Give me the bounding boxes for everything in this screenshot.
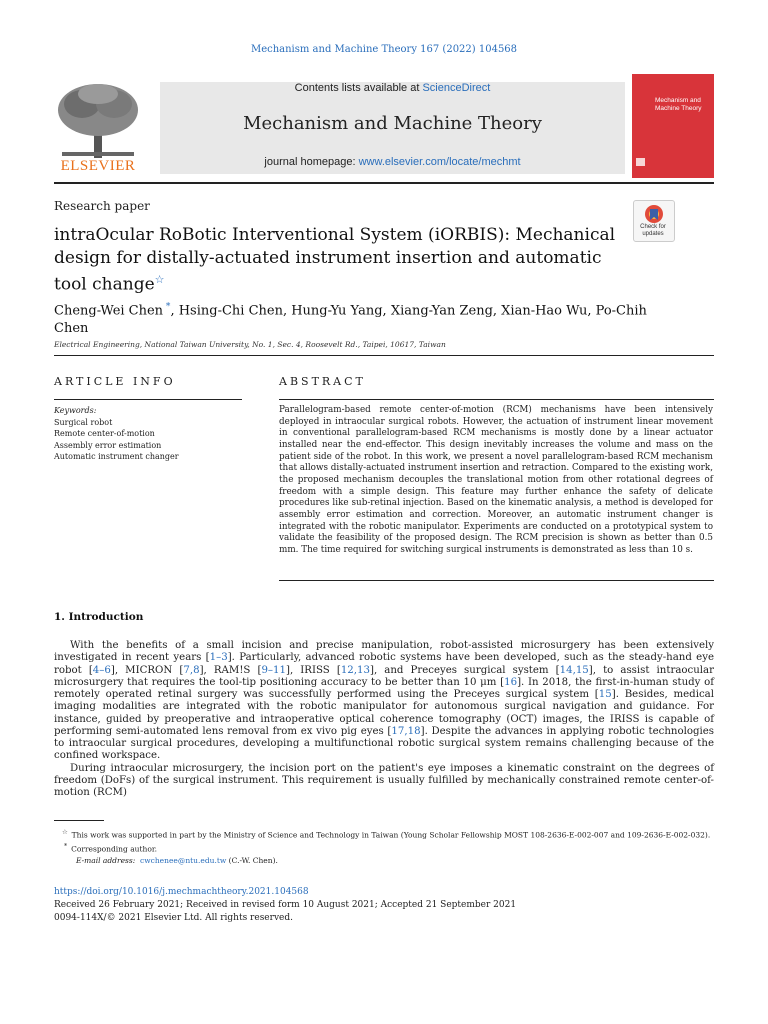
footnotes <box>54 827 714 867</box>
footnote-corresponding-text: Corresponding author. <box>71 844 158 854</box>
footnote-funding <box>54 827 714 841</box>
citation-link[interactable]: 17,18 <box>391 725 421 737</box>
email-suffix: (C.-W. Chen). <box>226 856 278 865</box>
homepage-line <box>160 156 625 168</box>
doi-link[interactable]: https://doi.org/10.1016/j.mechmachtheory.2021.104568 <box>54 887 309 897</box>
title-text: intraOcular RoBotic Interventional System (iORBIS): Mechanical design for distally-actuated instrument insertion and automatic tool change <box>54 225 616 295</box>
footnote-rule <box>54 820 104 821</box>
abstract-rule <box>279 399 714 400</box>
contents-line <box>160 82 625 94</box>
citation-link[interactable]: 14,15 <box>559 664 589 676</box>
affiliation: Electrical Engineering, National Taiwan University, No. 1, Sec. 4, Roosevelt Rd., Taipei, 10617, Taiwan <box>54 340 446 349</box>
article-info-heading: ARTICLE INFO <box>54 375 176 388</box>
intro-text-segment: ]. Besides, medical imaging modalities are integrated with the robotic manipulator for autonomous surgical navigation and guidance. For instance, guided by preoperative and intraoperative optical coherence tomography (OCT) images, the IRISS is capable of performing semi-automated lens removal from ex vivo pig eyes [ <box>54 689 714 737</box>
abstract-heading: ABSTRACT <box>279 375 366 388</box>
intro-paragraph-1 <box>54 640 714 763</box>
email-link[interactable]: cwchenee@ntu.edu.tw <box>140 856 227 865</box>
article-type: Research paper <box>54 199 150 213</box>
abstract-text: Parallelogram-based remote center-of-motion (RCM) mechanisms have been intensively deployed in intraocular surgical robots. However, the actuation of instrument linear movement in conventional parallelogram-based RCM mechanisms is mostly done by a linear actuator installed near the end-effector. This design inevitably increases the volume and mass on the patient side of the robot. In this work, we present a novel parallelogram-based RCM mechanism that allows distally-actuated instrument insertion and retraction. Compared to the existing work, the proposed mechanism decouples the translational motion from other rotational degrees of freedom with a simple design. This feature may further enhance the safety of delicate procedures like sub-retinal injection. Based on the kinematic analysis, a method is developed for assembly error estimation and correction. Moreover, an automatic instrument changer is integrated with the robotic manipulator. Experiments are conducted on a prototypical system to validate the feasibility of the proposed design. The RCM precision is shown as better than 0.5 mm. The time required for switching surgical instruments is demonstrated as less than 10 s. <box>279 405 713 555</box>
check-updates-text: Check for updates <box>640 224 666 237</box>
citation-link[interactable]: 4–6 <box>92 664 111 676</box>
intro-text-segment: With the benefits of a small incision and precise manipulation, robot-assisted microsurgery has been extensively investigated in recent years [ <box>54 640 714 664</box>
author-first[interactable]: Cheng-Wei Chen <box>54 303 164 319</box>
intro-heading: 1. Introduction <box>54 611 144 623</box>
cover-title: Mechanism and Machine Theory <box>655 97 702 112</box>
article-meta <box>54 886 714 925</box>
keyword-item: Automatic instrument changer <box>54 452 179 461</box>
email-label: E-mail address: <box>76 856 136 865</box>
received-dates: Received 26 February 2021; Received in revised form 10 August 2021; Accepted 21 September 2021 <box>54 900 517 910</box>
header-divider <box>54 182 714 184</box>
abstract-bottom-rule <box>279 580 714 581</box>
homepage-prefix: journal homepage: <box>264 156 359 168</box>
keywords-label: Keywords: <box>54 406 97 415</box>
article-title <box>54 224 629 296</box>
citation-link[interactable]: 15 <box>598 689 612 700</box>
cover-publisher-icon <box>636 158 645 166</box>
citation-link[interactable]: 12,13 <box>340 664 370 676</box>
article-info-rule <box>54 399 242 400</box>
intro-text-segment: ]. Despite the advances in applying robotic technologies to intraocular surgical procedures, developing a multifunctional robotic surgical system remains challenging because of the confined workspace. <box>54 725 715 762</box>
copyright: 0094-114X/© 2021 Elsevier Ltd. All rights reserved. <box>54 913 293 923</box>
author-list <box>54 298 654 338</box>
citation-link[interactable]: 1–3 <box>209 652 228 664</box>
footnote-mark: * <box>64 843 68 850</box>
footnote-funding-text: This work was supported in part by the Ministry of Science and Technology in Taiwan (Young Scholar Fellowship MOST 108-2636-E-002-007 and 109-2636-E-002-032). <box>71 830 711 840</box>
footnote-corresponding <box>54 841 714 855</box>
keyword-item: Remote center-of-motion <box>54 429 155 438</box>
citation-link[interactable]: 16 <box>504 676 518 688</box>
keyword-item: Surgical robot <box>54 417 113 427</box>
keyword-item: Assembly error estimation <box>54 440 162 450</box>
intro-text-segment: ]. In 2018, the first-in-human study of remotely operated retinal surgery was successfully performed using the Preceyes surgical system [ <box>54 676 714 700</box>
keywords-block <box>54 405 179 463</box>
intro-text-segment: ]. Particularly, advanced robotic systems have been developed, such as the steady-hand eye robot [ <box>54 652 714 676</box>
title-footnote-mark[interactable]: ☆ <box>154 273 165 286</box>
bookmark-icon <box>634 201 674 225</box>
section-divider <box>54 355 714 356</box>
sciencedirect-link[interactable]: ScienceDirect <box>422 82 491 94</box>
intro-text-segment: ], IRISS [ <box>285 664 341 676</box>
intro-text-segment: ], to assist intraocular microsurgery that requires the tool-tip positioning accuracy to be better than 10 μm [ <box>54 664 714 688</box>
footnote-mark: ☆ <box>62 829 68 836</box>
intro-text-segment: ], RAM!S [ <box>199 664 262 676</box>
intro-paragraph-2: During intraocular microsurgery, the incision port on the patient's eye imposes a kinematic constraint on the degrees of freedom (DoFs) of the surgical instrument. This requirement is usually fulfilled by mechanically constrained remote center-of-motion (RCM) <box>54 762 714 798</box>
journal-title: Mechanism and Machine Theory <box>243 113 542 134</box>
intro-text-segment: ], and Preceyes surgical system [ <box>369 664 560 676</box>
footnote-email <box>54 855 714 867</box>
authors-rest[interactable]: , Hsing-Chi Chen, Hung-Yu Yang, Xiang-Yan Zeng, Xian-Hao Wu, Po-Chih Chen <box>54 303 647 337</box>
journal-reference[interactable]: Mechanism and Machine Theory 167 (2022) 104568 <box>250 44 518 55</box>
intro-body <box>54 640 714 799</box>
contents-prefix: Contents lists available at <box>294 82 423 94</box>
homepage-link[interactable]: www.elsevier.com/locate/mechmt <box>358 156 521 168</box>
citation-link[interactable]: 7,8 <box>183 664 200 676</box>
intro-text-segment: ], MICRON [ <box>110 664 184 676</box>
citation-link[interactable]: 9–11 <box>261 664 286 676</box>
corresponding-mark[interactable]: * <box>163 302 171 312</box>
publisher-logo-text: ELSEVIER <box>60 158 136 174</box>
